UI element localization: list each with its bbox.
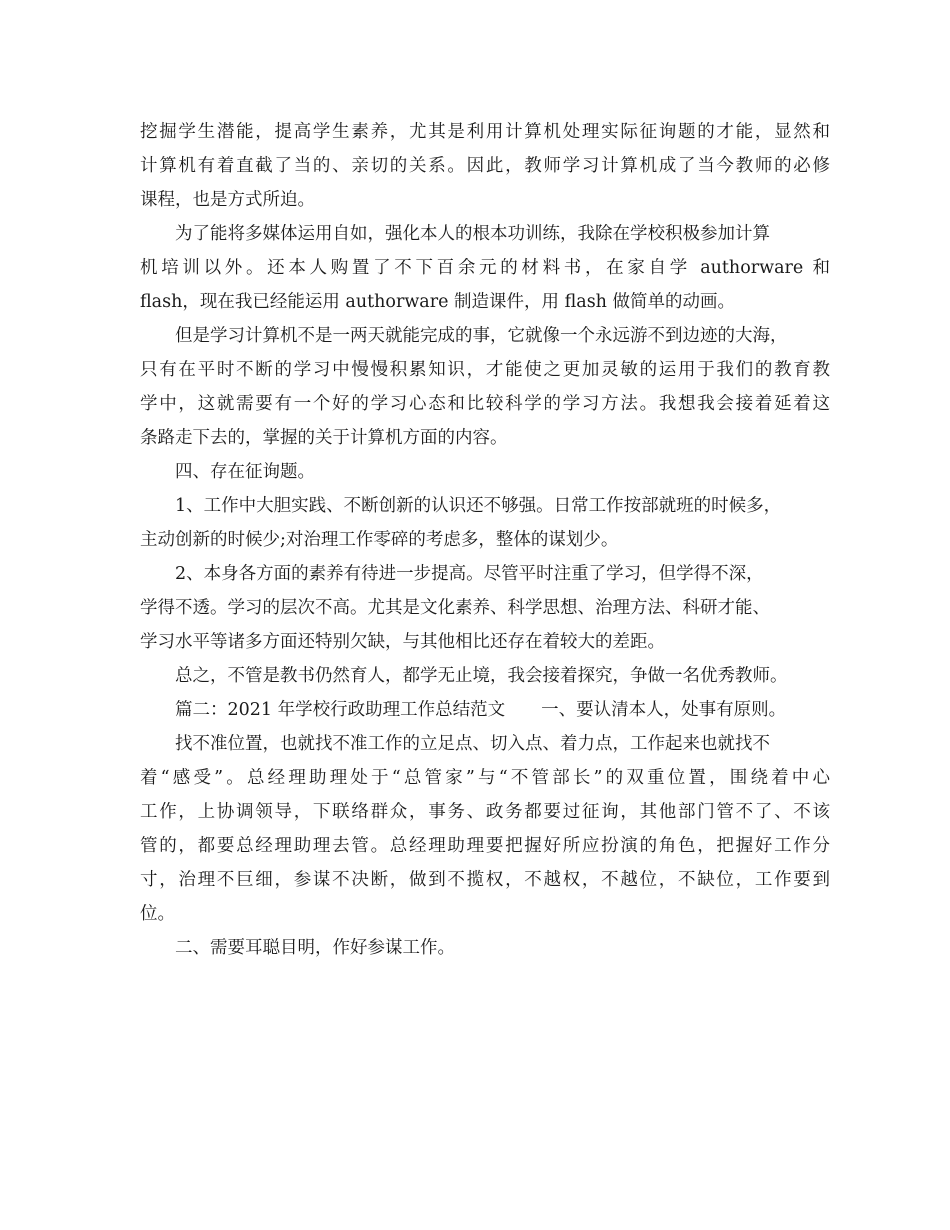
paragraph-line: 为了能将多媒体运用自如，强化本人的根本功训练，我除在学校积极参加计算 — [175, 224, 770, 244]
article-heading-line — [140, 693, 830, 727]
paragraph-line: 2、本身各方面的素养有待进一步提高。尽管平时注重了学习，但学得不深， — [175, 564, 764, 584]
section-heading: 一、要认清本人，处事有原则。 — [541, 700, 787, 720]
paragraph-line: 但是学习计算机不是一两天就能完成的事，它就像一个永远游不到边迹的大海， — [175, 326, 788, 346]
paragraph-line: 条路走下去的，掌握的关于计算机方面的内容。 — [140, 428, 508, 448]
paragraph-line: 管的，都要总经理助理去管。总经理助理要把握好所应扮演的角色，把握好工作分 — [140, 836, 830, 856]
paragraph-line: 着“感受”。总经理助理处于“总管家”与“不管部长”的双重位置，围绕着中心 — [140, 768, 830, 788]
paragraph-line: 总之，不管是教书仍然育人，都学无止境，我会接着探究，争做一名优秀教师。 — [175, 666, 788, 686]
paragraph-line: 主动创新的时候少;对治理工作零碎的考虑多，整体的谋划少。 — [140, 530, 619, 550]
section-heading: 二、需要耳聪目明，作好参谋工作。 — [175, 938, 455, 958]
paragraph-line: 工作，上协调领导，下联络群众，事务、政务都要过征询，其他部门管不了、不该 — [140, 802, 830, 822]
paragraph-line: 计算机有着直截了当的、亲切的关系。因此，教师学习计算机成了当今教师的必修 — [140, 156, 830, 176]
section-heading: 四、存在征询题。 — [175, 462, 315, 482]
paragraph-line: 学得不透。学习的层次不高。尤其是文化素养、科学思想、治理方法、科研才能、 — [140, 598, 770, 618]
paragraph-line: 课程，也是方式所迫。 — [140, 190, 315, 210]
paragraph-line: 学习水平等诸多方面还特别欠缺，与其他相比还存在着较大的差距。 — [140, 632, 665, 652]
paragraph-line: flash，现在我已经能运用 authorware 制造课件，用 flash 做简单的动画。 — [140, 292, 736, 312]
paragraph-line: 学中，这就需要有一个好的学习心态和比较科学的学习方法。我想我会接着延着这 — [140, 394, 830, 414]
article-title: 篇二：2021 年学校行政助理工作总结范文 — [175, 700, 506, 720]
paragraph-line: 机培训以外。还本人购置了不下百余元的材料书，在家自学 authorware 和 — [140, 258, 830, 278]
paragraph-line: 1、工作中大胆实践、不断创新的认识还不够强。日常工作按部就班的时候多， — [175, 496, 782, 516]
paragraph-line: 挖掘学生潜能，提高学生素养，尤其是利用计算机处理实际征询题的才能，显然和 — [140, 122, 830, 142]
document-body — [140, 115, 830, 965]
paragraph-line: 只有在平时不断的学习中慢慢积累知识，才能使之更加灵敏的运用于我们的教育教 — [140, 360, 830, 380]
paragraph-line: 位。 — [140, 904, 175, 924]
paragraph-line: 找不准位置，也就找不准工作的立足点、切入点、着力点，工作起来也就找不 — [175, 734, 770, 754]
paragraph-line: 寸，治理不巨细，参谋不决断，做到不揽权，不越权，不越位，不缺位，工作要到 — [140, 870, 830, 890]
